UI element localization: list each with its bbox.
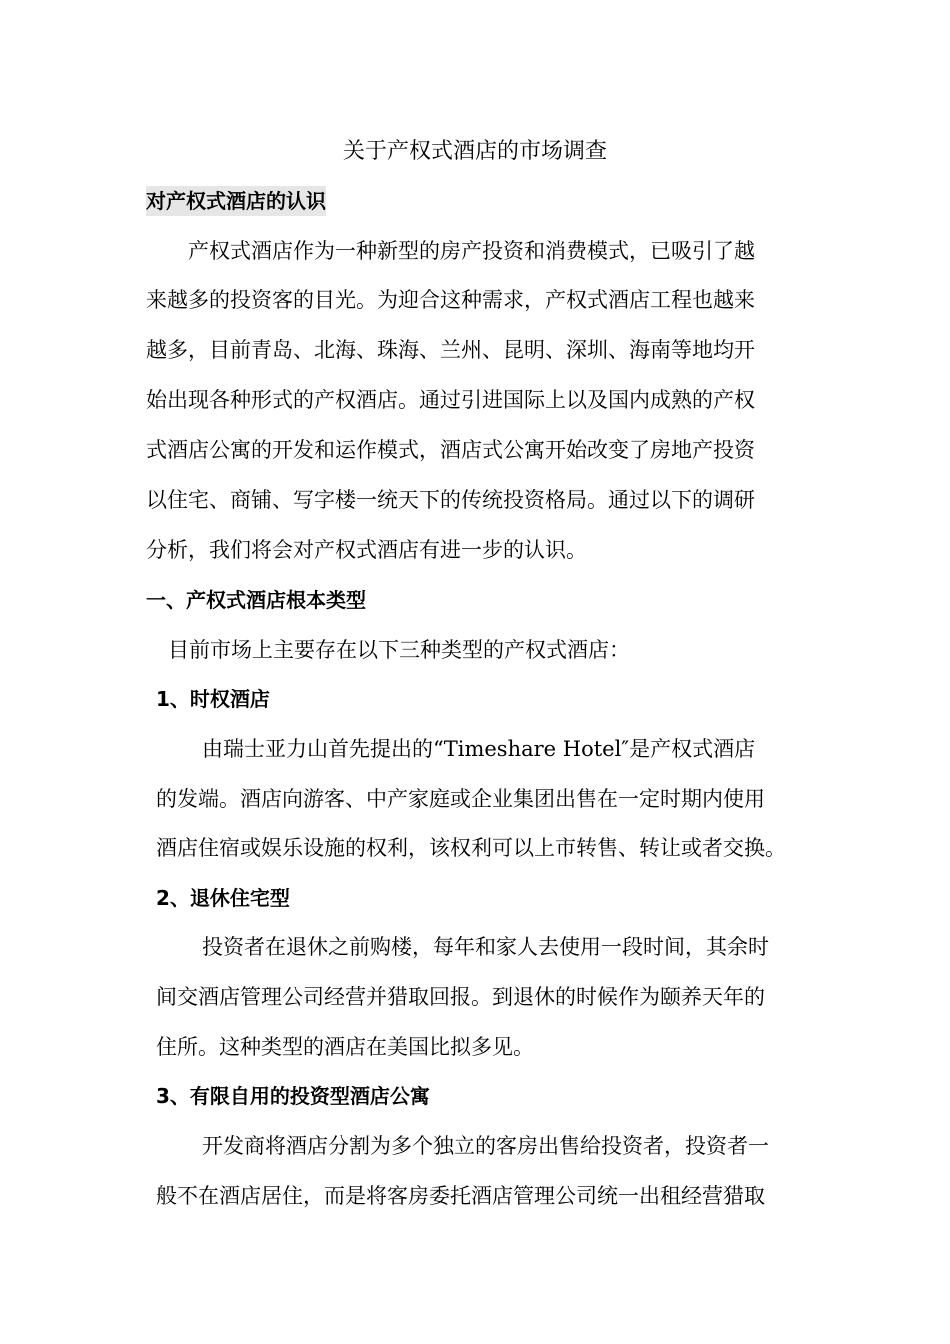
paragraph-line: 式酒店公寓的开发和运作模式，酒店式公寓开始改变了房地产投资 [146, 438, 755, 462]
section-intro-line: 目前市场上主要存在以下三种类型的产权式酒店： [168, 638, 630, 662]
document-title: 关于产权式酒店的市场调查 [342, 139, 607, 164]
paragraph-line: 般不在酒店居住，而是将客房委托酒店管理公司统一出租经营猎取 [156, 1184, 765, 1208]
paragraph-line: 投资者在退休之前购楼，每年和家人去使用一段时间，其余时 [202, 935, 769, 959]
section-heading-types: 一、产权式酒店根本类型 [146, 588, 366, 612]
type-heading-investment-apartment: 3、有限自用的投资型酒店公寓 [156, 1084, 430, 1108]
paragraph-line: 开发商将酒店分割为多个独立的客房出售给投资者，投资者一 [202, 1134, 769, 1158]
paragraph-line: 酒店住宿或娱乐设施的权利，该权利可以上市转售、转让或者交换。 [156, 836, 786, 860]
paragraph-line: 间交酒店管理公司经营并猎取回报。到退休的时候作为颐养天年的 [156, 985, 765, 1009]
type-heading-retirement: 2、退休住宅型 [156, 886, 290, 910]
paragraph-line: 始出现各种形式的产权酒店。通过引进国际上以及国内成熟的产权 [146, 388, 755, 412]
paragraph-line: 住所。这种类型的酒店在美国比拟多见。 [156, 1035, 534, 1059]
paragraph-line: 产权式酒店作为一种新型的房产投资和消费模式，已吸引了越 [188, 239, 755, 263]
paragraph-line: 的发端。酒店向游客、中产家庭或企业集团出售在一定时期内使用 [156, 787, 765, 811]
paragraph-line: 由瑞士亚力山首先提出的“Timeshare Hotel″是产权式酒店 [202, 737, 756, 761]
paragraph-line: 以住宅、商铺、写字楼一统天下的传统投资格局。通过以下的调研 [146, 488, 755, 512]
paragraph-line: 分析，我们将会对产权式酒店有进一步的认识。 [146, 538, 587, 562]
type-heading-timeshare: 1、时权酒店 [156, 687, 270, 711]
section-heading-intro: 对产权式酒店的认识 [146, 186, 326, 216]
paragraph-line: 来越多的投资客的目光。为迎合这种需求，产权式酒店工程也越来 [146, 288, 755, 312]
paragraph-line: 越多，目前青岛、北海、珠海、兰州、昆明、深圳、海南等地均开 [146, 338, 755, 362]
